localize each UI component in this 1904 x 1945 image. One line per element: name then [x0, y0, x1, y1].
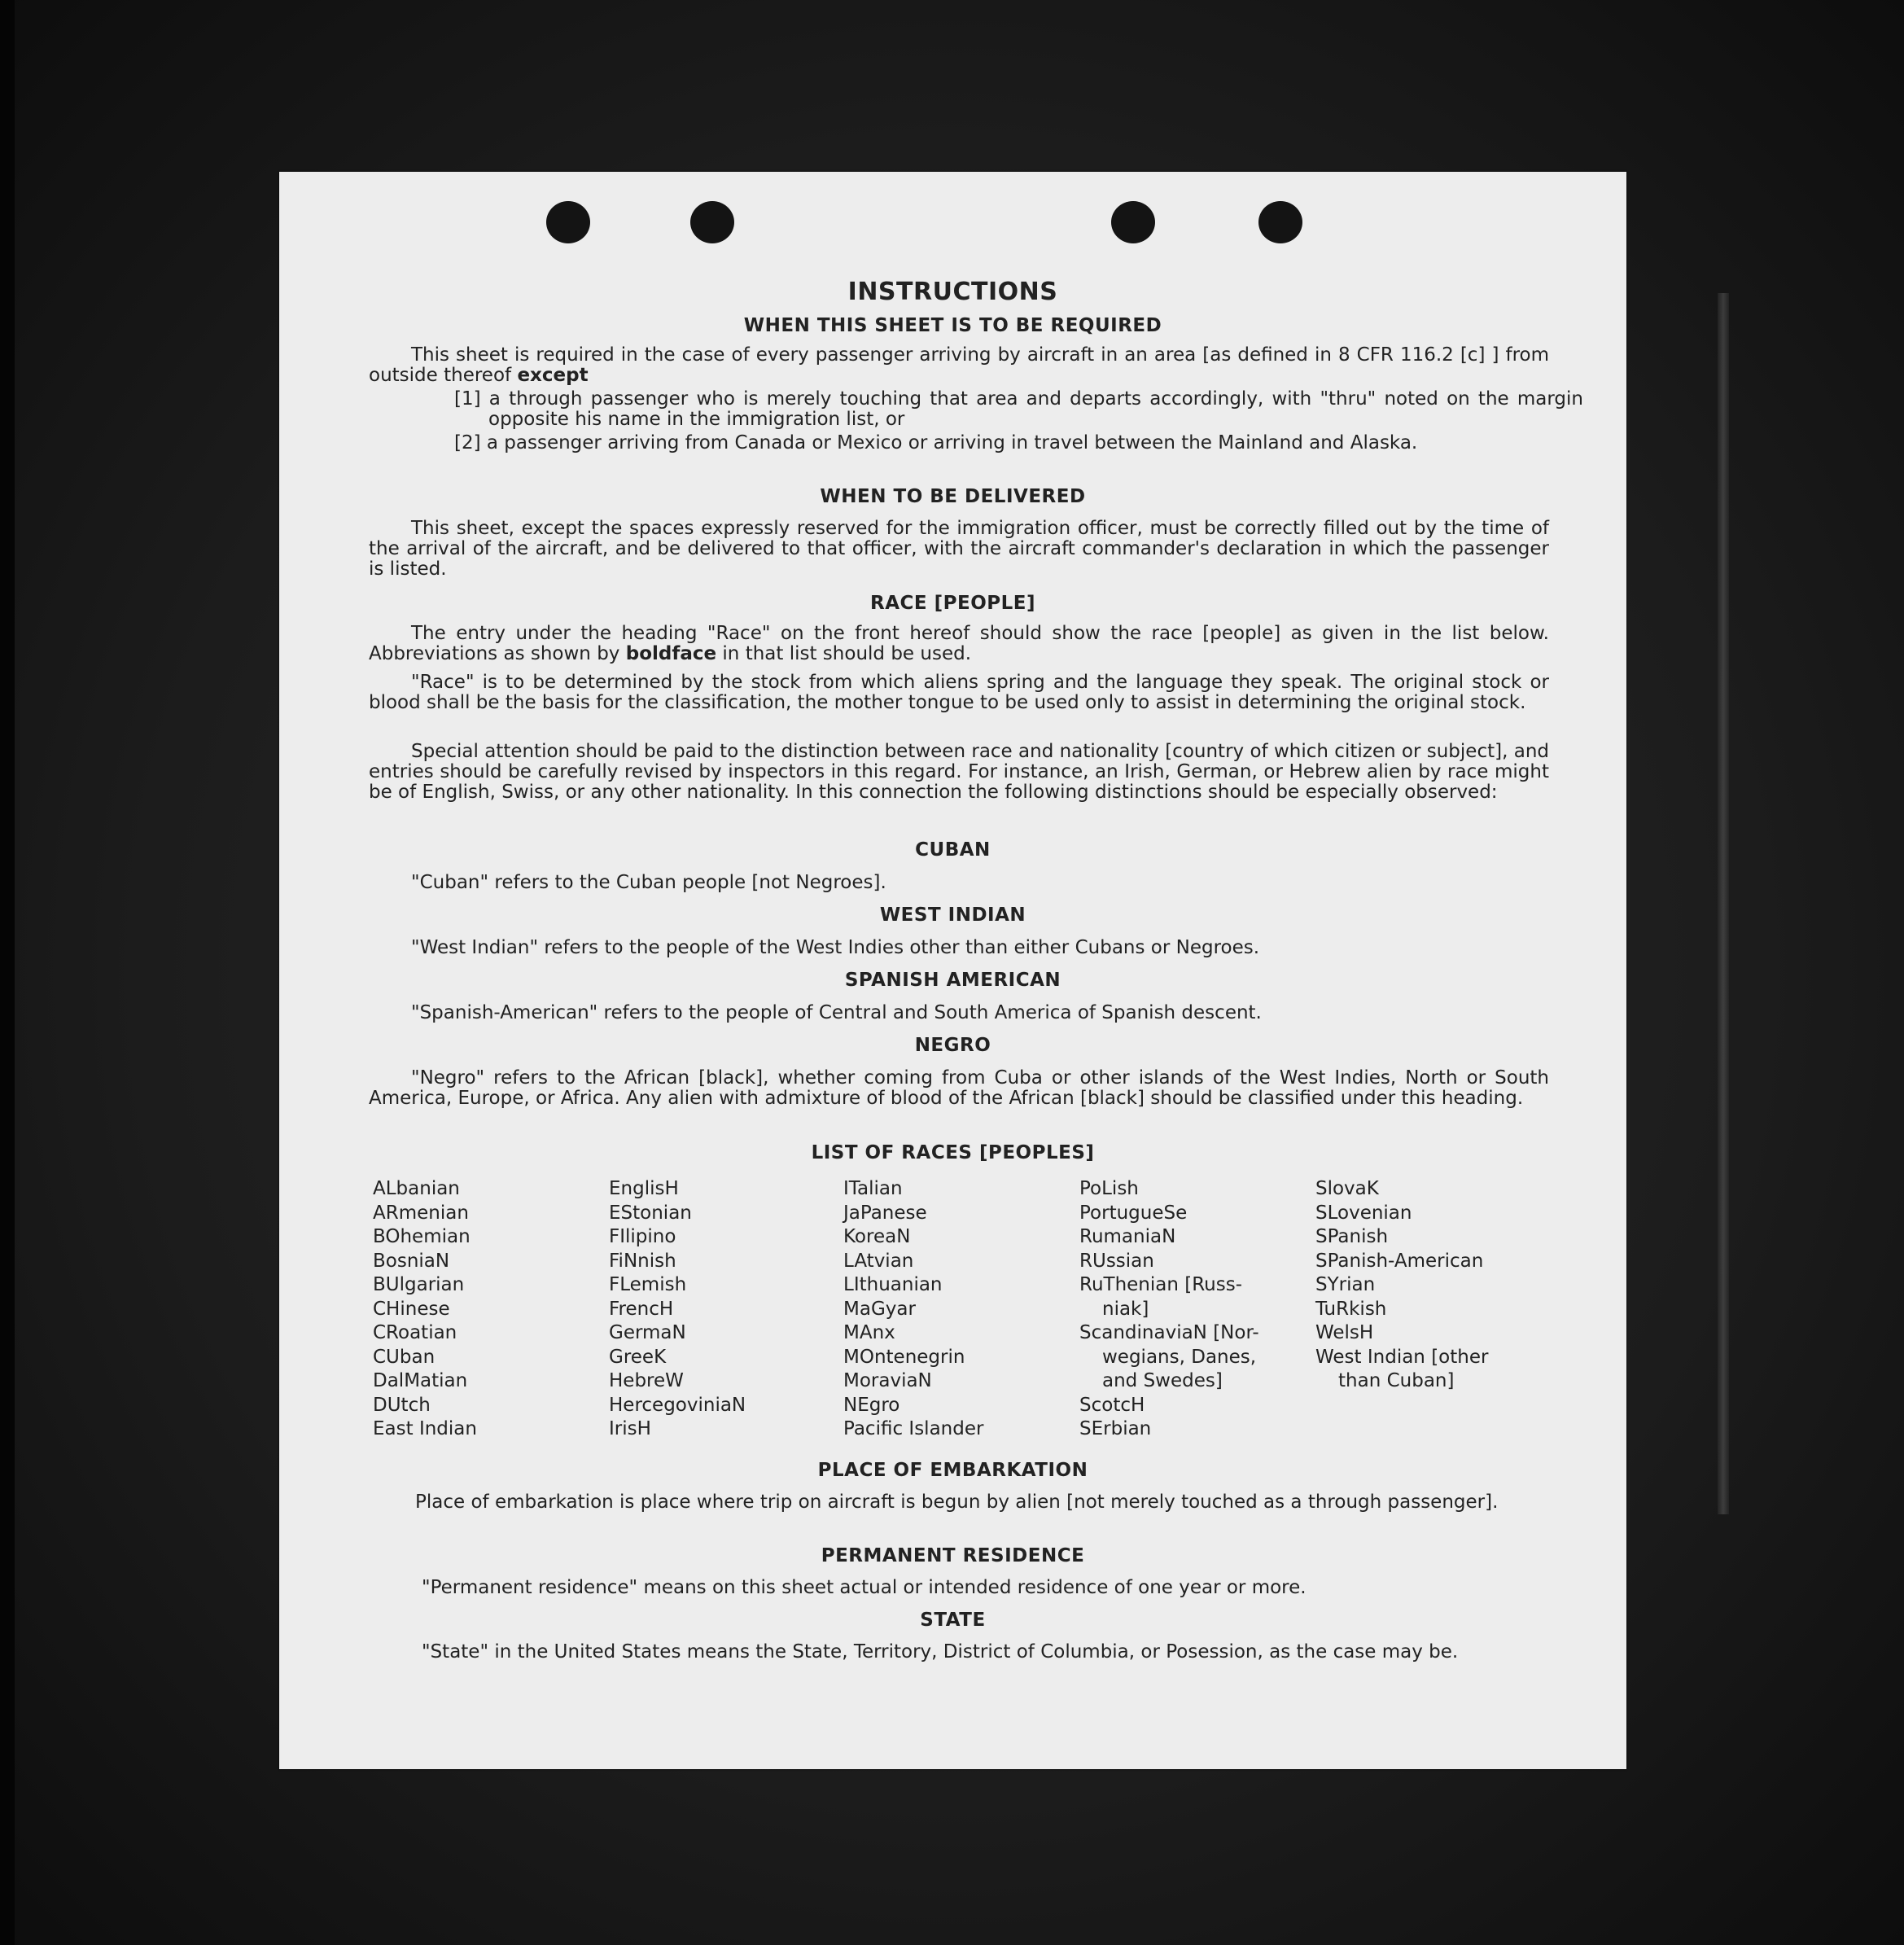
list-item: BosniaN — [373, 1250, 450, 1272]
races-column-4 — [1079, 1177, 1259, 1442]
embarkation-text: Place of embarkation is place where trip on aircraft is begun by alien [not merely touched as a through passenger]. — [415, 1492, 1499, 1513]
list-item: West Indian [other — [1315, 1346, 1489, 1368]
required-item-2: [2] a passenger arriving from Canada or Mexico or arriving in travel between the Mainland and Alaska. — [454, 432, 1418, 453]
list-item: EnglisH — [609, 1178, 679, 1199]
list-item: HercegoviniaN — [609, 1394, 746, 1416]
list-item: LAtvian — [843, 1250, 914, 1272]
heading-when-required: WHEN THIS SHEET IS TO BE REQUIRED — [743, 315, 1162, 336]
list-item: MaGyar — [843, 1298, 916, 1320]
list-item: than Cuban] — [1338, 1370, 1455, 1391]
punch-hole — [690, 201, 734, 243]
list-item: SYrian — [1315, 1274, 1376, 1295]
list-item: CHinese — [373, 1298, 450, 1320]
list-item: MAnx — [843, 1322, 895, 1343]
list-item: TuRkish — [1315, 1298, 1387, 1320]
punch-hole — [1258, 201, 1302, 243]
heading-when-delivered: WHEN TO BE DELIVERED — [820, 486, 1086, 507]
film-edge — [0, 0, 15, 1945]
list-item: FiNnish — [609, 1250, 676, 1272]
list-item: JaPanese — [843, 1202, 927, 1224]
heading-race: RACE [PEOPLE] — [870, 593, 1035, 614]
page-title: INSTRUCTIONS — [847, 278, 1058, 306]
list-item: FLemish — [609, 1274, 687, 1295]
list-item: and Swedes] — [1102, 1370, 1223, 1391]
heading-spanish-american: SPANISH AMERICAN — [844, 970, 1061, 991]
list-item: niak] — [1102, 1298, 1149, 1320]
races-column-5 — [1315, 1177, 1488, 1394]
list-item: ALbanian — [373, 1178, 460, 1199]
list-item: EStonian — [609, 1202, 692, 1224]
list-item: DUtch — [373, 1394, 431, 1416]
list-item: BOhemian — [373, 1226, 471, 1247]
list-item: RumaniaN — [1079, 1226, 1176, 1247]
residence-text: "Permanent residence" means on this sheet actual or intended residence of one year or more. — [422, 1577, 1307, 1598]
list-item: RuThenian [Russ- — [1079, 1274, 1243, 1295]
list-item: ARmenian — [373, 1202, 469, 1224]
list-item: ScotcH — [1079, 1394, 1145, 1416]
list-item: ScandinaviaN [Nor- — [1079, 1322, 1259, 1343]
list-item: NEgro — [843, 1394, 900, 1416]
list-item: ITalian — [843, 1178, 903, 1199]
scanner-glare — [1718, 293, 1729, 1514]
list-item: CUban — [373, 1346, 436, 1368]
list-item: SLovenian — [1315, 1202, 1412, 1224]
west-indian-text: "West Indian" refers to the people of the West Indies other than either Cubans or Negroes. — [411, 937, 1260, 958]
race-paragraph-1: The entry under the heading "Race" on the front hereof should show the race [people] as given in the list below. Abbreviations as shown by boldface in that list should be used. — [369, 623, 1549, 664]
list-item: SlovaK — [1315, 1178, 1379, 1199]
list-item: DalMatian — [373, 1370, 468, 1391]
list-item: SErbian — [1079, 1418, 1152, 1439]
race-paragraph-2: "Race" is to be determined by the stock from which aliens spring and the language they speak. The original stock or blood shall be the basis for the classification, the mother tongue to be used only to assist in determining the original stock. — [369, 672, 1549, 713]
list-item: MoraviaN — [843, 1370, 932, 1391]
list-item: CRoatian — [373, 1322, 457, 1343]
list-item: SPanish — [1315, 1226, 1389, 1247]
race-paragraph-3: Special attention should be paid to the distinction between race and nationality [country of which citizen or subject], and entries should be carefully revised by inspectors in this regard. For instance, an Irish, German, or Hebrew alien by race might be of English, Swiss, or any other nationality. In this connection the following distinctions should be especially observed: — [369, 741, 1549, 803]
races-column-2 — [609, 1177, 746, 1442]
list-item: WelsH — [1315, 1322, 1374, 1343]
heading-west-indian: WEST INDIAN — [879, 905, 1026, 926]
races-column-3 — [843, 1177, 983, 1442]
instruction-sheet — [279, 172, 1626, 1769]
heading-place-of-embarkation: PLACE OF EMBARKATION — [817, 1460, 1088, 1481]
heading-negro: NEGRO — [914, 1035, 991, 1056]
punch-hole — [546, 201, 590, 243]
required-intro: This sheet is required in the case of every passenger arriving by aircraft in an area [as defined in 8 CFR 116.2 [c] ] from outside thereof except — [369, 344, 1549, 386]
heading-state: STATE — [920, 1610, 986, 1631]
list-item: BUlgarian — [373, 1274, 465, 1295]
list-item: MOntenegrin — [843, 1346, 965, 1368]
spanish-american-text: "Spanish-American" refers to the people of Central and South America of Spanish descent. — [411, 1002, 1262, 1023]
punch-hole — [1111, 201, 1155, 243]
list-item: SPanish-American — [1315, 1250, 1484, 1272]
heading-list-of-races: LIST OF RACES [PEOPLES] — [811, 1142, 1095, 1163]
list-item: PoLish — [1079, 1178, 1139, 1199]
list-item: PortugueSe — [1079, 1202, 1188, 1224]
list-item: wegians, Danes, — [1102, 1346, 1257, 1368]
cuban-text: "Cuban" refers to the Cuban people [not Negroes]. — [411, 872, 886, 893]
list-item: IrisH — [609, 1418, 651, 1439]
heading-cuban: CUBAN — [915, 839, 991, 861]
negro-text: "Negro" refers to the African [black], whether coming from Cuba or other islands of the West Indies, North or South America, Europe, or Africa. Any alien with admixture of blood of the African [black] should be classified under this heading. — [369, 1067, 1549, 1109]
list-item: HebreW — [609, 1370, 684, 1391]
list-item: East Indian — [373, 1418, 477, 1439]
list-item: GreeK — [609, 1346, 667, 1368]
required-item-1: [1] a through passenger who is merely touching that area and departs accordingly, with "thru" noted on the margin opposite his name in the immigration list, or — [454, 388, 1583, 430]
list-item: RUssian — [1079, 1250, 1154, 1272]
delivered-text: This sheet, except the spaces expressly reserved for the immigration officer, must be correctly filled out by the time of the arrival of the aircraft, and be delivered to that officer, with the aircraft commander's declaration in which the passenger is listed. — [369, 518, 1549, 580]
list-item: GermaN — [609, 1322, 686, 1343]
state-text: "State" in the United States means the State, Territory, District of Columbia, or Posession, as the case may be. — [422, 1641, 1459, 1662]
list-item: LIthuanian — [843, 1274, 943, 1295]
list-item: Pacific Islander — [843, 1418, 984, 1439]
list-item: FIlipino — [609, 1226, 676, 1247]
list-item: FrencH — [609, 1298, 674, 1320]
list-item: KoreaN — [843, 1226, 911, 1247]
races-column-1 — [373, 1177, 477, 1442]
heading-permanent-residence: PERMANENT RESIDENCE — [821, 1545, 1085, 1566]
